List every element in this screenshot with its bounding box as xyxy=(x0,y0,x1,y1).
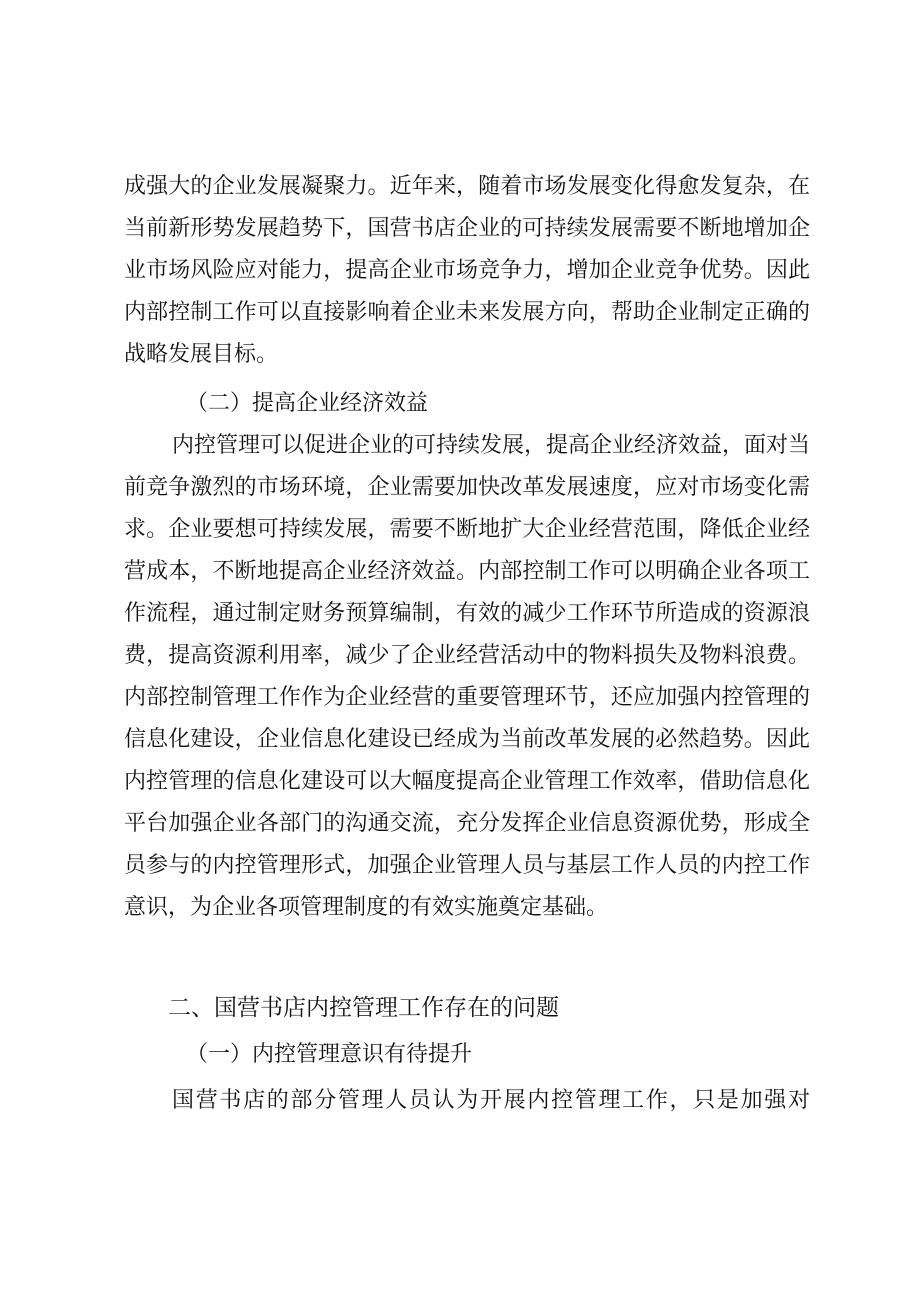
paragraph-awareness-start: 国营书店的部分管理人员认为开展内控管理工作，只是加强对 xyxy=(172,1088,810,1113)
paragraph-strategy-conclusion: 成强大的企业发展凝聚力。近年来，随着市场发展变化得愈发复杂，在当前新形势发展趋势下，国营书店企业的可持续发展需要不断地增加企业市场风险应对能力，提高企业市场竞争力，增加企业竞争优势。因此内部控制工作可以直接影响着企业未来发展方向，帮助企业制定正确的战略发展目标。 xyxy=(124,174,810,367)
subheading-awareness: （一）内控管理意识有待提升 xyxy=(186,1042,473,1067)
section-heading-problems: 二、国营书店内控管理工作存在的问题 xyxy=(168,995,559,1021)
subheading-economic-benefits: （二）提高企业经济效益 xyxy=(186,391,429,416)
paragraph-economic-benefits: 内控管理可以促进企业的可持续发展，提高企业经济效益，面对当前竞争激烈的市场环境，企业需要加快改革发展速度，应对市场变化需求。企业要想可持续发展，需要不断地扩大企业经营范围，降低企业经营成本，不断地提高企业经济效益。内部控制工作可以明确企业各项工作流程，通过制定财务预算编制，有效的减少工作环节所造成的资源浪费，提高资源利用率，减少了企业经营活动中的物料损失及物料浪费。内部控制管理工作作为企业经营的重要管理环节，还应加强内控管理的信息化建设，企业信息化建设已经成为当前改革发展的必然趋势。因此内控管理的信息化建设可以大幅度提高企业管理工作效率，借助信息化平台加强企业各部门的沟通交流，充分发挥企业信息资源优势，形成全员参与的内控管理形式，加强企业管理人员与基层工作人员的内控工作意识，为企业各项管理制度的有效实施奠定基础。 xyxy=(124,433,811,920)
